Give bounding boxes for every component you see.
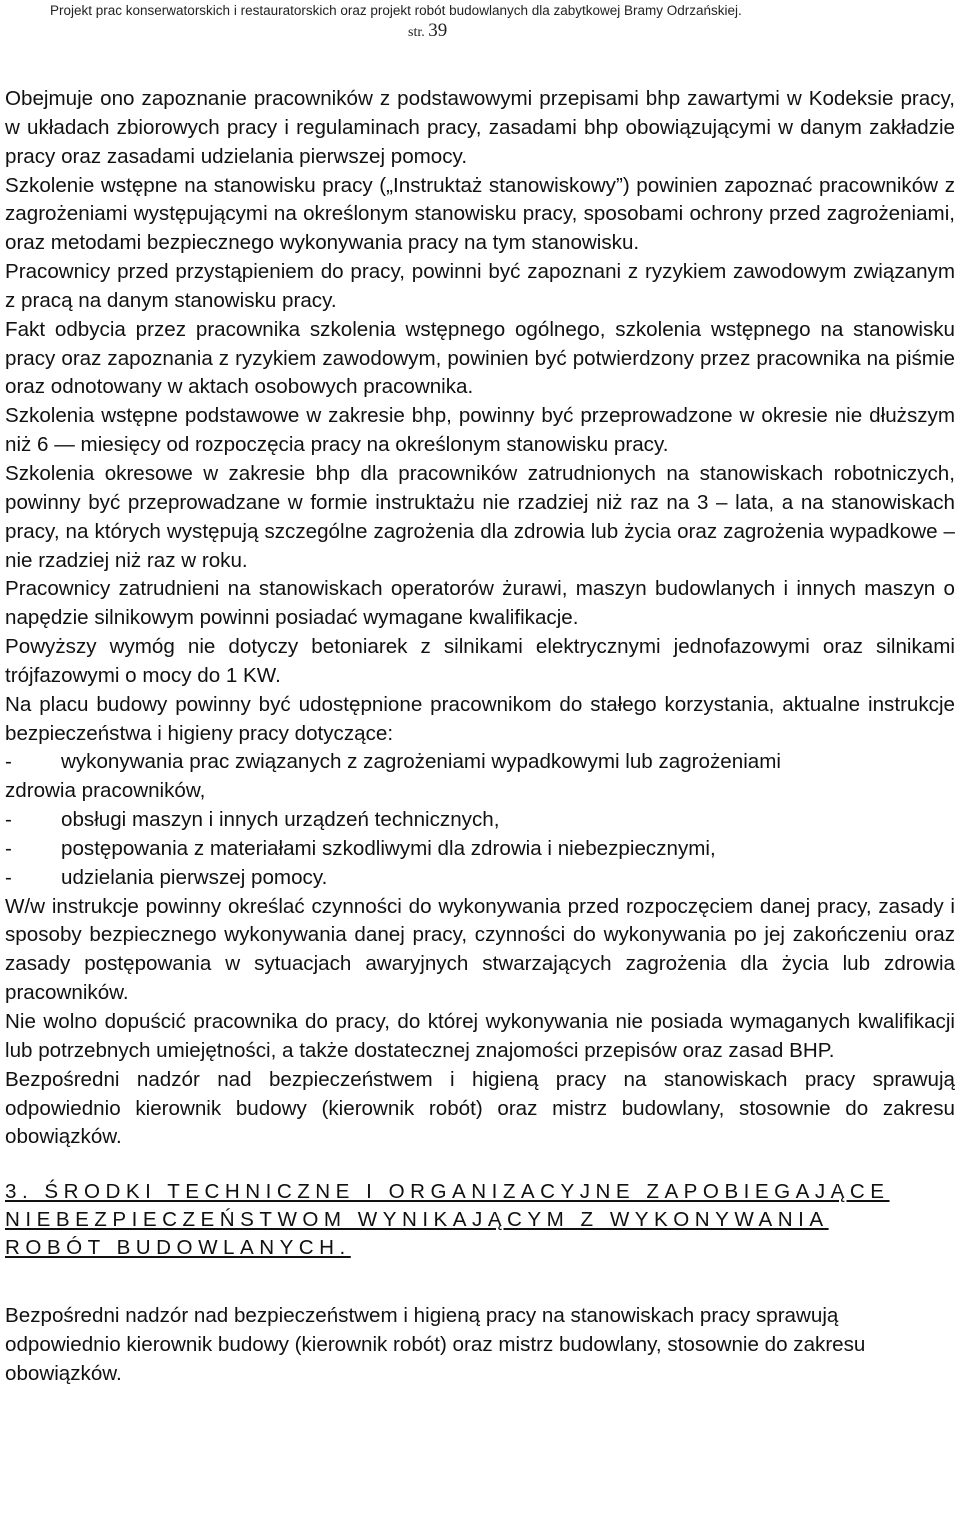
section-heading-line: 3. ŚRODKI TECHNICZNE I ORGANIZACYJNE ZAPOBIEGAJĄCE (5, 1180, 890, 1204)
paragraph: Na placu budowy powinny być udostępnione pracownikom do stałego korzystania, aktualne instrukcje bezpieczeństwa i higieny pracy dotyczące: (5, 692, 955, 745)
list-dash: - (5, 808, 12, 832)
header-title: Projekt prac konserwatorskich i restauratorskich oraz projekt robót budowlanych dla zabytkowej Bramy Odrzańskiej. (50, 3, 742, 18)
paragraph: Nie wolno dopuścić pracownika do pracy, do której wykonywania nie posiada wymaganych kwalifikacji lub potrzebnych umiejętności, a także dostatecznej znajomości przepisów oraz zasad BHP. (5, 1010, 955, 1062)
list-item-continuation: zdrowia pracowników, (5, 779, 206, 803)
list-item-text: udzielania pierwszej pomocy. (61, 865, 328, 889)
list-item (5, 864, 955, 893)
paragraph: Szkolenia okresowe w zakresie bhp dla pracowników zatrudnionych na stanowiskach robotniczych, powinny być przeprowadzane w formie instruktażu nie rzadziej niż raz na 3 – lata, a na stanowiskach pracy, na których występują szczególne zagrożenia dla zdrowia lub życia oraz zagrożenia wypadkowe – nie rzadziej niż raz w roku. (5, 461, 955, 572)
list-dash: - (5, 836, 12, 860)
list-dash: - (5, 750, 12, 774)
paragraph: Fakt odbycia przez pracownika szkolenia wstępnego ogólnego, szkolenia wstępnego na stanowisku pracy oraz zapoznania z ryzykiem zawodowym, powinien być potwierdzony przez pracownika na piśmie oraz odnotowany w aktach osobowych pracownika. (5, 317, 955, 399)
paragraph: Bezpośredni nadzór nad bezpieczeństwem i higieną pracy na stanowiskach pracy sprawują odpowiednio kierownik budowy (kierownik robót) oraz mistrz budowlany, stosownie do zakresu obowiązków. (5, 1067, 955, 1149)
page-number-label (408, 21, 447, 42)
page-prefix: str. (408, 25, 425, 40)
list-item (5, 835, 955, 864)
paragraph: Obejmuje ono zapoznanie pracowników z podstawowymi przepisami bhp zawartymi w Kodeksie pracy, w układach zbiorowych pracy i regulaminach pracy, zasadami bhp obowiązującymi w danym zakładzie pracy oraz zasadami udzielania pierwszej pomocy. (5, 87, 955, 168)
page-number: 39 (428, 20, 448, 41)
section-body: Bezpośredni nadzór nad bezpieczeństwem i higieną pracy na stanowiskach pracy sprawują odpowiednio kierownik budowy (kierownik robót) oraz mistrz budowlany, stosownie do zakresu obowiązków. (5, 1304, 866, 1385)
paragraph: Szkolenie wstępne na stanowisku pracy („Instruktaż stanowiskowy”) powinien zapoznać pracowników z zagrożeniami występującymi na określonym stanowisku pracy, sposobami ochrony przed zagrożeniami, oraz metodami bezpiecznego wykonywania pracy na tym stanowisku. (5, 173, 955, 255)
list-item-text: obsługi maszyn i innych urządzeń technicznych, (61, 808, 500, 832)
list-item (5, 748, 955, 777)
section-heading-line: ROBÓT BUDOWLANYCH. (5, 1236, 351, 1260)
paragraph: W/w instrukcje powinny określać czynności do wykonywania przed rozpoczęciem danej pracy, zasady i sposoby bezpiecznego wykonywania danej pracy, czynności do wykonywania po jej zakończeniu oraz zasady postępowania w sytuacjach awaryjnych stwarzających zagrożenia dla życia lub zdrowia pracowników. (5, 894, 955, 1005)
list-item-text: postępowania z materiałami szkodliwymi dla zdrowia i niebezpiecznymi, (61, 836, 716, 860)
section-heading-line: NIEBEZPIECZEŃSTWOM WYNIKAJĄCYM Z WYKONYWANIA (5, 1208, 829, 1232)
section-heading (5, 1178, 955, 1262)
list-item (5, 806, 955, 835)
list-item-text: wykonywania prac związanych z zagrożeniami wypadkowymi lub zagrożeniami (61, 750, 781, 774)
list-dash: - (5, 865, 12, 889)
document-body (5, 85, 955, 1389)
paragraph: Pracownicy zatrudnieni na stanowiskach operatorów żurawi, maszyn budowlanych i innych maszyn o napędzie silnikowym powinni posiadać wymagane kwalifikacje. (5, 577, 955, 630)
paragraph: Szkolenia wstępne podstawowe w zakresie bhp, powinny być przeprowadzone w okresie nie dłuższym niż 6 — miesięcy od rozpoczęcia pracy na określonym stanowisku pracy. (5, 404, 955, 457)
paragraph: Powyższy wymóg nie dotyczy betoniarek z silnikami elektrycznymi jednofazowymi oraz silnikami trójfazowymi o mocy do 1 KW. (5, 635, 955, 687)
paragraph: Pracownicy przed przystąpieniem do pracy, powinni być zapoznani z ryzykiem zawodowym związanym z pracą na danym stanowisku pracy. (5, 260, 955, 312)
